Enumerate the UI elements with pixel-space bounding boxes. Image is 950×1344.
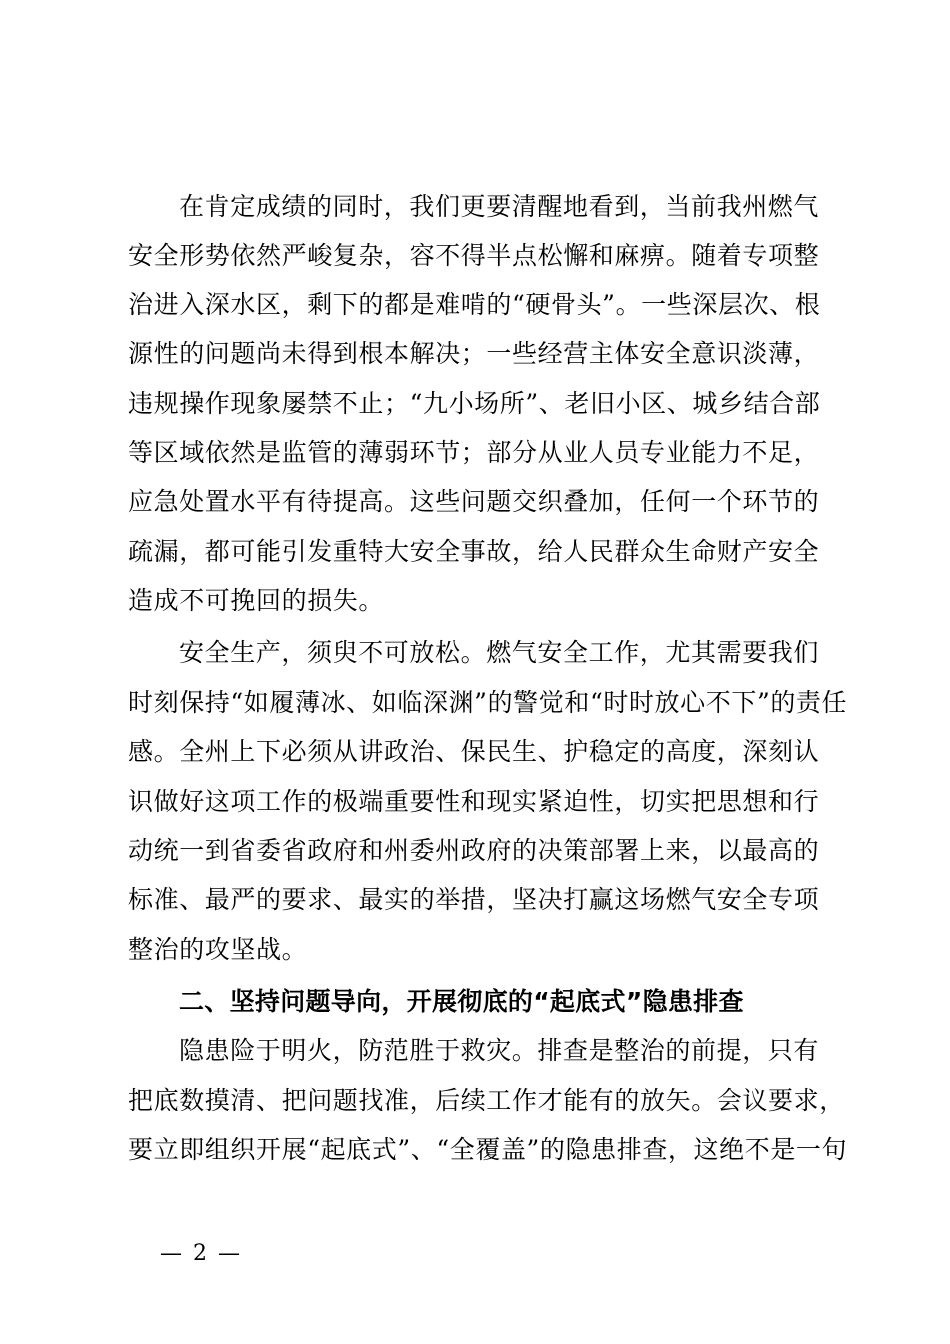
text-line: 把底数摸清、把问题找准，后续工作才能有的放矢。会议要求，: [128, 1086, 845, 1115]
text-line: 要立即组织开展“起底式”、“全覆盖”的隐患排查，这绝不是一句: [128, 1135, 848, 1164]
text-line: 造成不可挽回的损失。: [128, 586, 385, 615]
text-line: 安全形势依然严峻复杂，容不得半点松懈和麻痹。随着专项整: [128, 241, 820, 270]
text-line: 标准、最严的要求、最实的举措，坚决打赢这场燃气安全专项: [128, 885, 820, 914]
text-line: 违规操作现象屡禁不止；“九小场所”、老旧小区、城乡结合部: [128, 389, 821, 418]
text-line: 安全生产，须臾不可放松。燃气安全工作，尤其需要我们: [179, 638, 820, 667]
text-line: 治进入深水区，剩下的都是难啃的“硬骨头”。一些深层次、根: [128, 290, 821, 319]
text-line: 疏漏，都可能引发重特大安全事故，给人民群众生命财产安全: [128, 537, 820, 566]
text-line: 应急处置水平有待提高。这些问题交织叠加，任何一个环节的: [128, 487, 820, 516]
text-line: 在肯定成绩的同时，我们更要清醒地看到，当前我州燃气: [179, 192, 820, 221]
text-line: 等区域依然是监管的薄弱环节；部分从业人员专业能力不足，: [128, 438, 820, 467]
text-line: 识做好这项工作的极端重要性和现实紧迫性，切实把思想和行: [128, 787, 820, 816]
page-number: — 2 —: [160, 1241, 242, 1266]
text-line: 整治的攻坚战。: [128, 935, 308, 964]
text-line: 时刻保持“如履薄冰、如临深渊”的警觉和“时时放心不下”的责任: [128, 688, 848, 717]
section-heading: 二、坚持问题导向，开展彻底的“起底式”隐患排查: [179, 987, 744, 1016]
text-line: 隐患险于明火，防范胜于救灾。排查是整治的前提，只有: [179, 1036, 820, 1065]
text-line: 动统一到省委省政府和州委州政府的决策部署上来，以最高的: [128, 836, 820, 865]
text-line: 感。全州上下必须从讲政治、保民生、护稳定的高度，深刻认: [128, 737, 820, 766]
text-line: 源性的问题尚未得到根本解决；一些经营主体安全意识淡薄，: [128, 339, 820, 368]
